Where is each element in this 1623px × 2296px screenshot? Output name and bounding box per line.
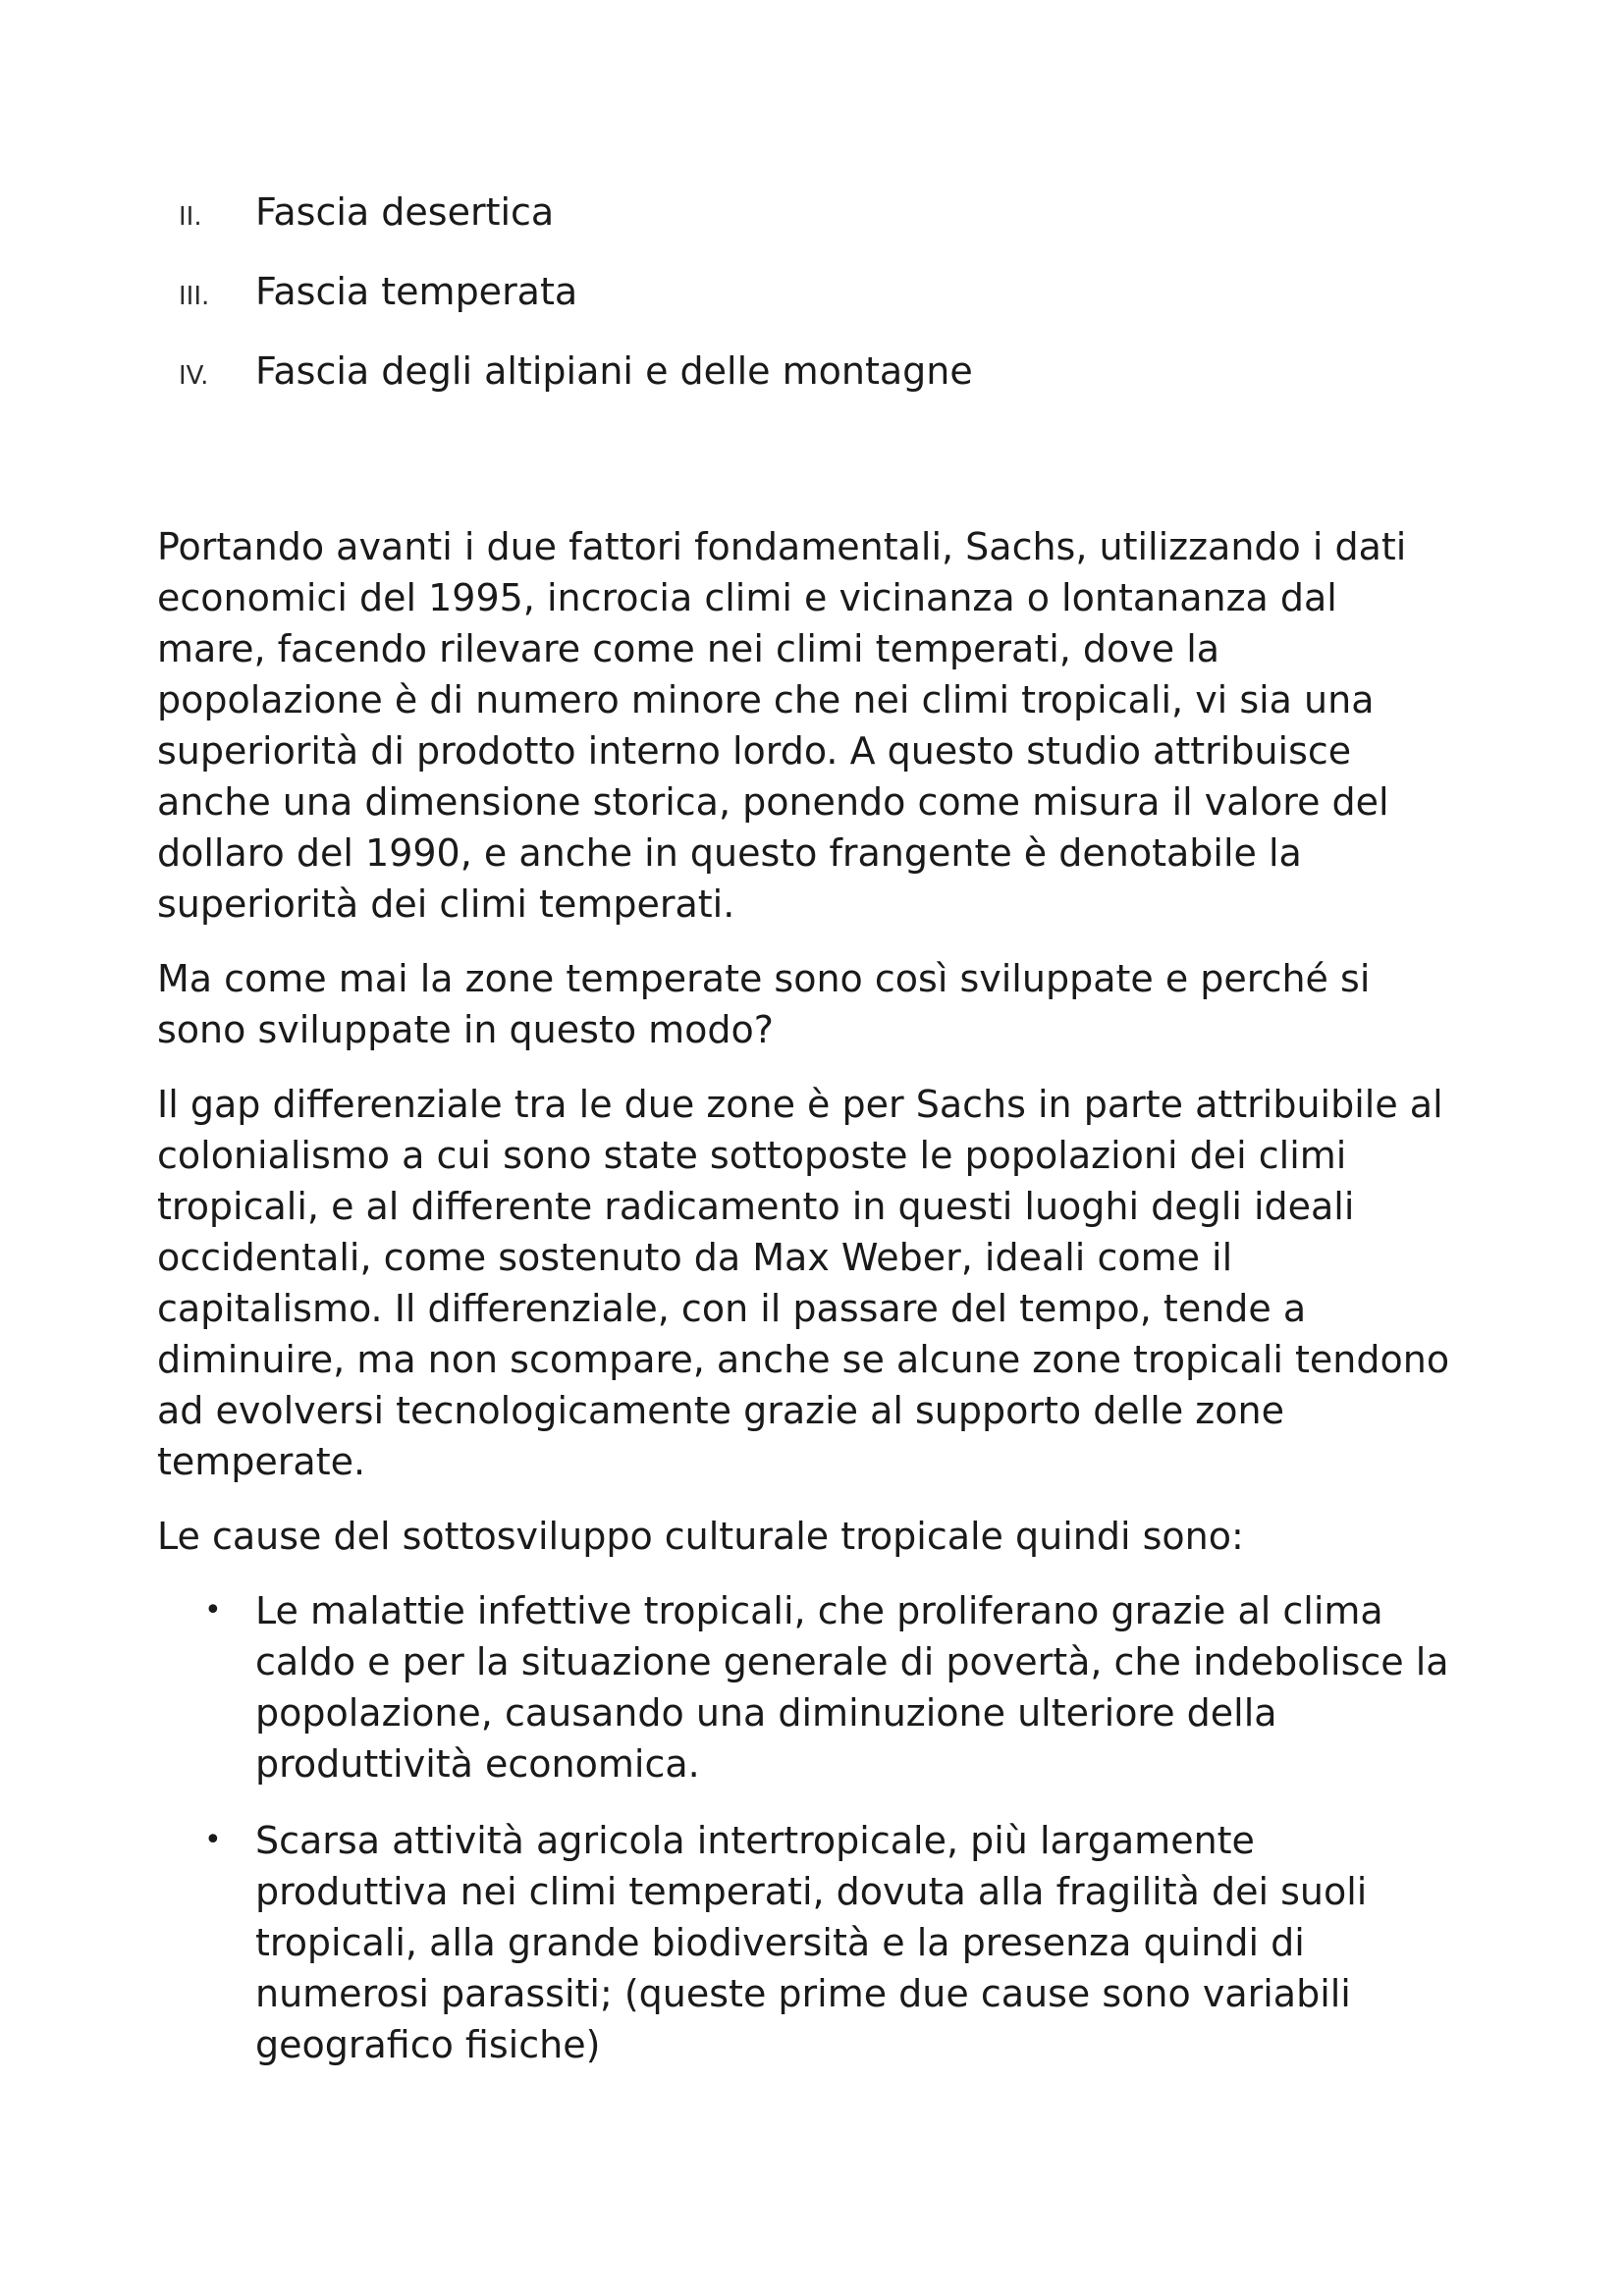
bullet-item	[157, 1585, 1456, 1789]
bullet-item	[157, 1815, 1456, 2070]
list-numeral: III.	[179, 282, 210, 311]
paragraph-gap: Il gap differenziale tra le due zone è per Sachs in parte attribuibile al colonialismo a cui sono state sottoposte le popolazioni dei climi tropicali, e al differente radicamento in questi luoghi degli ideali occidentali, come sostenuto da Max Weber, ideali come il capitalismo. Il differenziale, con il passare del tempo, tende a diminuire, ma non scompare, anche se alcune zone tropicali tendono ad evolversi tecnologicamente grazie al supporto delle zone temperate.	[157, 1083, 1450, 1483]
list-item	[157, 346, 1456, 425]
list-item-text: Fascia desertica	[255, 190, 555, 234]
list-item	[157, 266, 1456, 346]
bullet-marker: •	[204, 1593, 222, 1628]
causes-bullet-list	[157, 1585, 1456, 2070]
list-numeral: II.	[179, 202, 202, 232]
list-numeral: IV.	[179, 361, 209, 391]
paragraph-question: Ma come mai la zone temperate sono così sviluppate e perché si sono sviluppate in questo modo?	[157, 957, 1371, 1051]
paragraph-causes-intro: Le cause del sottosviluppo culturale tropicale quindi sono:	[157, 1515, 1244, 1558]
list-item-text: Fascia degli altipiani e delle montagne	[255, 349, 973, 393]
roman-numeral-list	[157, 187, 1456, 425]
bullet-text: Le malattie infettive tropicali, che proliferano grazie al clima caldo e per la situazione generale di povertà, che indebolisce la popolazione, causando una diminuzione ulteriore della produttività economica.	[255, 1589, 1449, 1786]
bullet-marker: •	[204, 1823, 222, 1857]
list-item-text: Fascia temperata	[255, 270, 578, 313]
paragraph-sachs-factors: Portando avanti i due fattori fondamentali, Sachs, utilizzando i dati economici del 1995, incrocia climi e vicinanza o lontananza dal mare, facendo rilevare come nei climi temperati, dove la popolazione è di numero minore che nei climi tropicali, vi sia una superiorità di prodotto interno lordo. A questo studio attribuisce anche una dimensione storica, ponendo come misura il valore del dollaro del 1990, e anche in questo frangente è denotabile la superiorità dei climi temperati.	[157, 525, 1407, 926]
bullet-text: Scarsa attività agricola intertropicale, più largamente produttiva nei climi temperati, dovuta alla fragilità dei suoli tropicali, alla grande biodiversità e la presenza quindi di numerosi parassiti; (queste prime due cause sono variabili geografico fisiche)	[255, 1819, 1368, 2066]
list-item	[157, 187, 1456, 266]
